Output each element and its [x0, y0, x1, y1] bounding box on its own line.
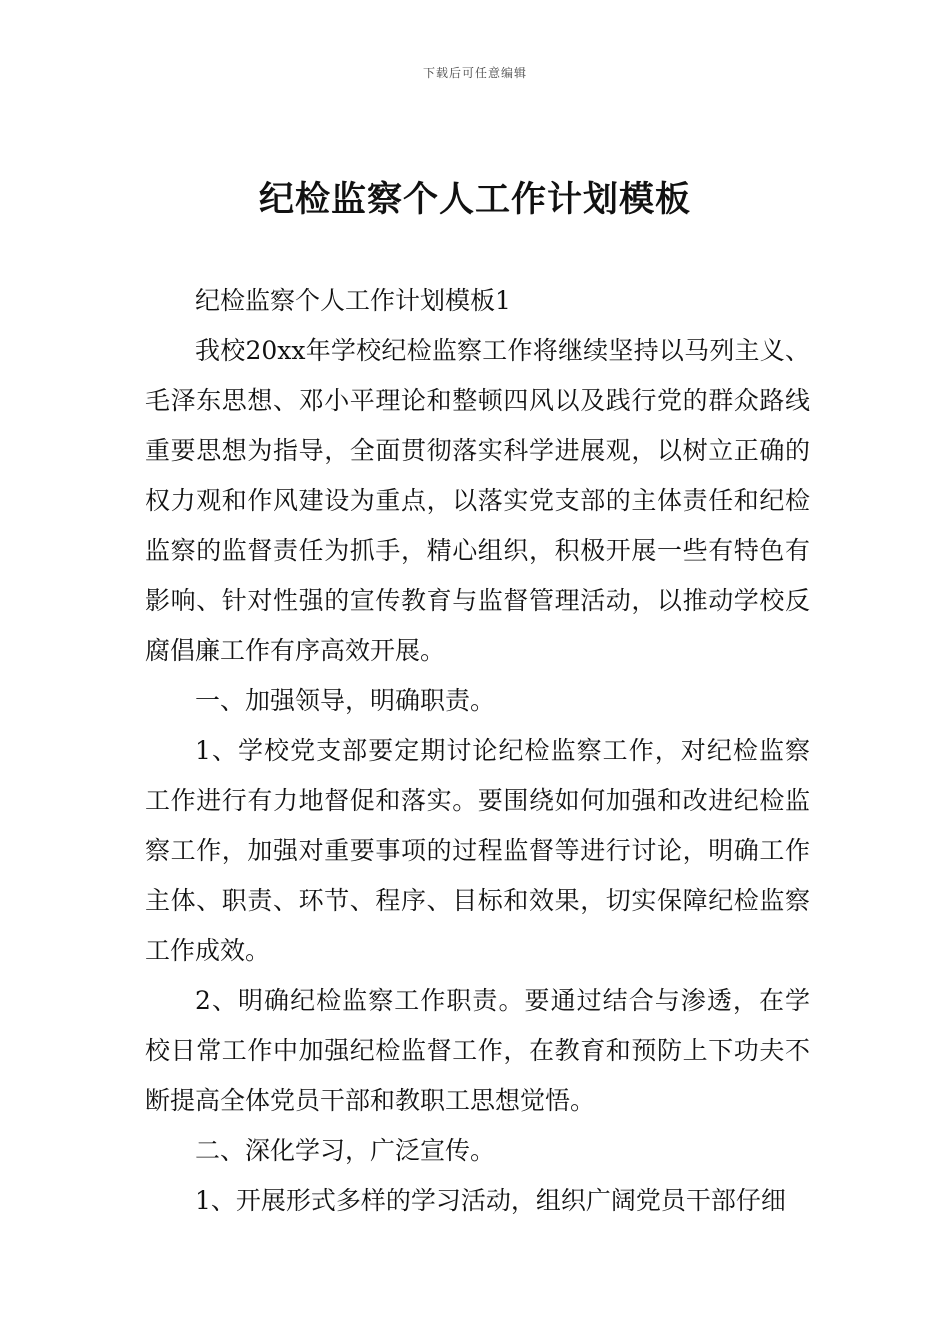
paragraph-item-2: 2、明确纪检监察工作职责。要通过结合与渗透，在学校日常工作中加强纪检监督工作，在教育和预防上下功夫不断提高全体党员干部和教职工思想觉悟。	[145, 986, 810, 1115]
paragraph-item-1: 1、学校党支部要定期讨论纪检监察工作，对纪检监察工作进行有力地督促和落实。要围绕如何加强和改进纪检监察工作，加强对重要事项的过程监督等进行讨论，明确工作主体、职责、环节、程序、目标和效果，切实保障纪检监察工作成效。	[145, 736, 810, 965]
section-heading-study: 二、深化学习，广泛宣传。	[195, 1136, 496, 1165]
document-title: 纪检监察个人工作计划模板	[258, 180, 691, 220]
section-heading-leadership: 一、加强领导，明确职责。	[195, 686, 496, 715]
paragraph-study-item-1: 1、开展形式多样的学习活动，组织广阔党员干部仔细	[195, 1186, 786, 1215]
intro-paragraph: 我校20xx年学校纪检监察工作将继续坚持以马列主义、毛泽东思想、邓小平理论和整顿四风以及践行党的群众路线重要思想为指导，全面贯彻落实科学进展观，以树立正确的权力观和作风建设为重点，以落实党支部的主体责任和纪检监察的监督责任为抓手，精心组织，积极开展一些有特色有影响、针对性强的宣传教育与监督管理活动，以推动学校反腐倡廉工作有序高效开展。	[145, 336, 810, 665]
page-header-note: 下载后可任意编辑	[422, 66, 527, 80]
document-body	[145, 276, 810, 1226]
section-heading-template-1: 纪检监察个人工作计划模板1	[195, 286, 511, 315]
